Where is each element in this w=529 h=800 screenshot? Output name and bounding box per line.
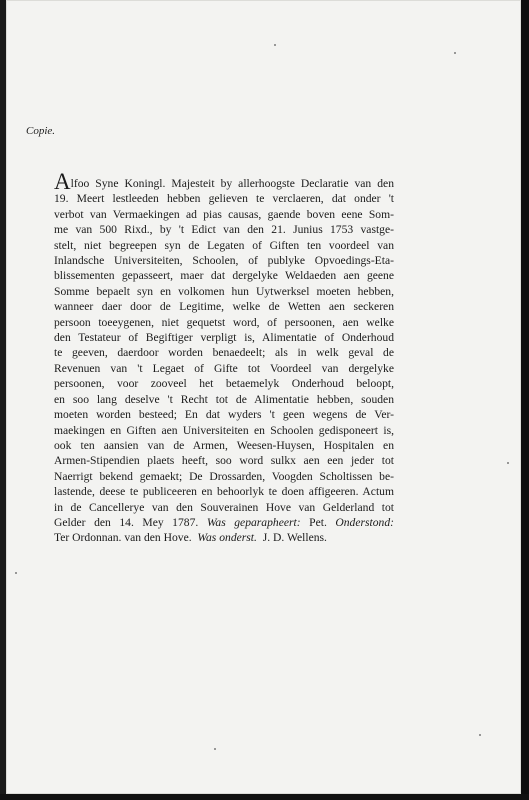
text-line: 19. Meert lestleeden hebben gelieven te verclaeren, dat onder 't [54,192,394,206]
text-line: Inlandsche Universiteiten, Schoolen, of publyke Opvoedings-Eta- [54,254,394,268]
text-line: blissementen gepasseert, maer dat dergelyke Weldaeden aen geene [54,269,394,283]
text-line: Gelder den 14. Mey 1787. Was geparapheert: Pet. Onderstond: [54,515,394,529]
text-line: Somme bepaelt syn en volkomen hun Uytwerksel moeten hebben, [54,284,394,298]
text-line: ook ten aansien van de Armen, Weesen-Huysen, Hospitalen en [54,438,394,452]
text-line: Naerrigt bekend gemaekt; De Drossarden, Voogden Scholtissen be- [54,469,394,483]
text-line: maekingen en Giften aen Universiteiten en Schoolen gedisponeert is, [54,423,394,437]
text-line: Armen-Stipendien plaets heeft, soo word sulkx aen een jeder tot [54,454,394,468]
text-line: verbot van Vermaekingen ad pias causas, gaende boven eene Som- [54,207,394,221]
text-line: Ter Ordonnan. van den Hove. Was onderst. J. D. Wellens. [54,531,327,545]
paper-speck [15,572,17,574]
text-line: Revenuen van 't Legaet of Gifte tot Voordeel van dergelyke [54,361,394,375]
text-line: Alfoo Syne Koningl. Majesteit by allerhoogste Declaratie van den [54,169,394,194]
text-line: wanneer daer door de Legitime, welke de Wetten aen seckeren [54,300,394,314]
text-line: in de Cancellerye van den Souverainen Hove van Gelderland tot [54,500,394,514]
paper-speck [454,52,456,54]
text-line: moeten worden besteed; En dat wyders 't geen wegens de Ver- [54,408,394,422]
text-line: te geeven, daerdoor worden benaedeelt; als in welk geval de [54,346,394,360]
copy-label: Copie. [26,125,56,137]
text-line: lastende, deese te publiceeren en behoorlyk te doen affigeeren. Actum [54,485,394,499]
text-line: en soo lang deselve 't Recht tot de Alimentatie hebben, souden [54,392,394,406]
text-line: stelt, niet begreepen syn de Legaten of Giften ten voordeel van [54,238,394,252]
text-line: me van 500 Rixd., by 't Edict van den 21. Junius 1753 vastge- [54,223,394,237]
paper-speck [274,44,276,46]
paper-speck [479,734,481,736]
paper-speck [507,462,509,464]
drop-cap: A [54,169,71,194]
scan-edge-right [521,0,529,800]
signature-name: J. D. Wellens. [262,531,327,545]
paper-speck [214,748,216,750]
scan-edge-bottom [0,794,529,800]
document-page [6,0,521,794]
text-line: den Testateur of Begiftiger verpligt is, Alimentatie of Onderhoud [54,331,394,345]
document-body [54,169,394,546]
text-line: persoon toeeygenen, niet gequetst word, of persoonen, aen welke [54,315,394,329]
text-line: persoonen, voor zooveel het betaemelyk Onderhoud beloopt, [54,377,394,391]
